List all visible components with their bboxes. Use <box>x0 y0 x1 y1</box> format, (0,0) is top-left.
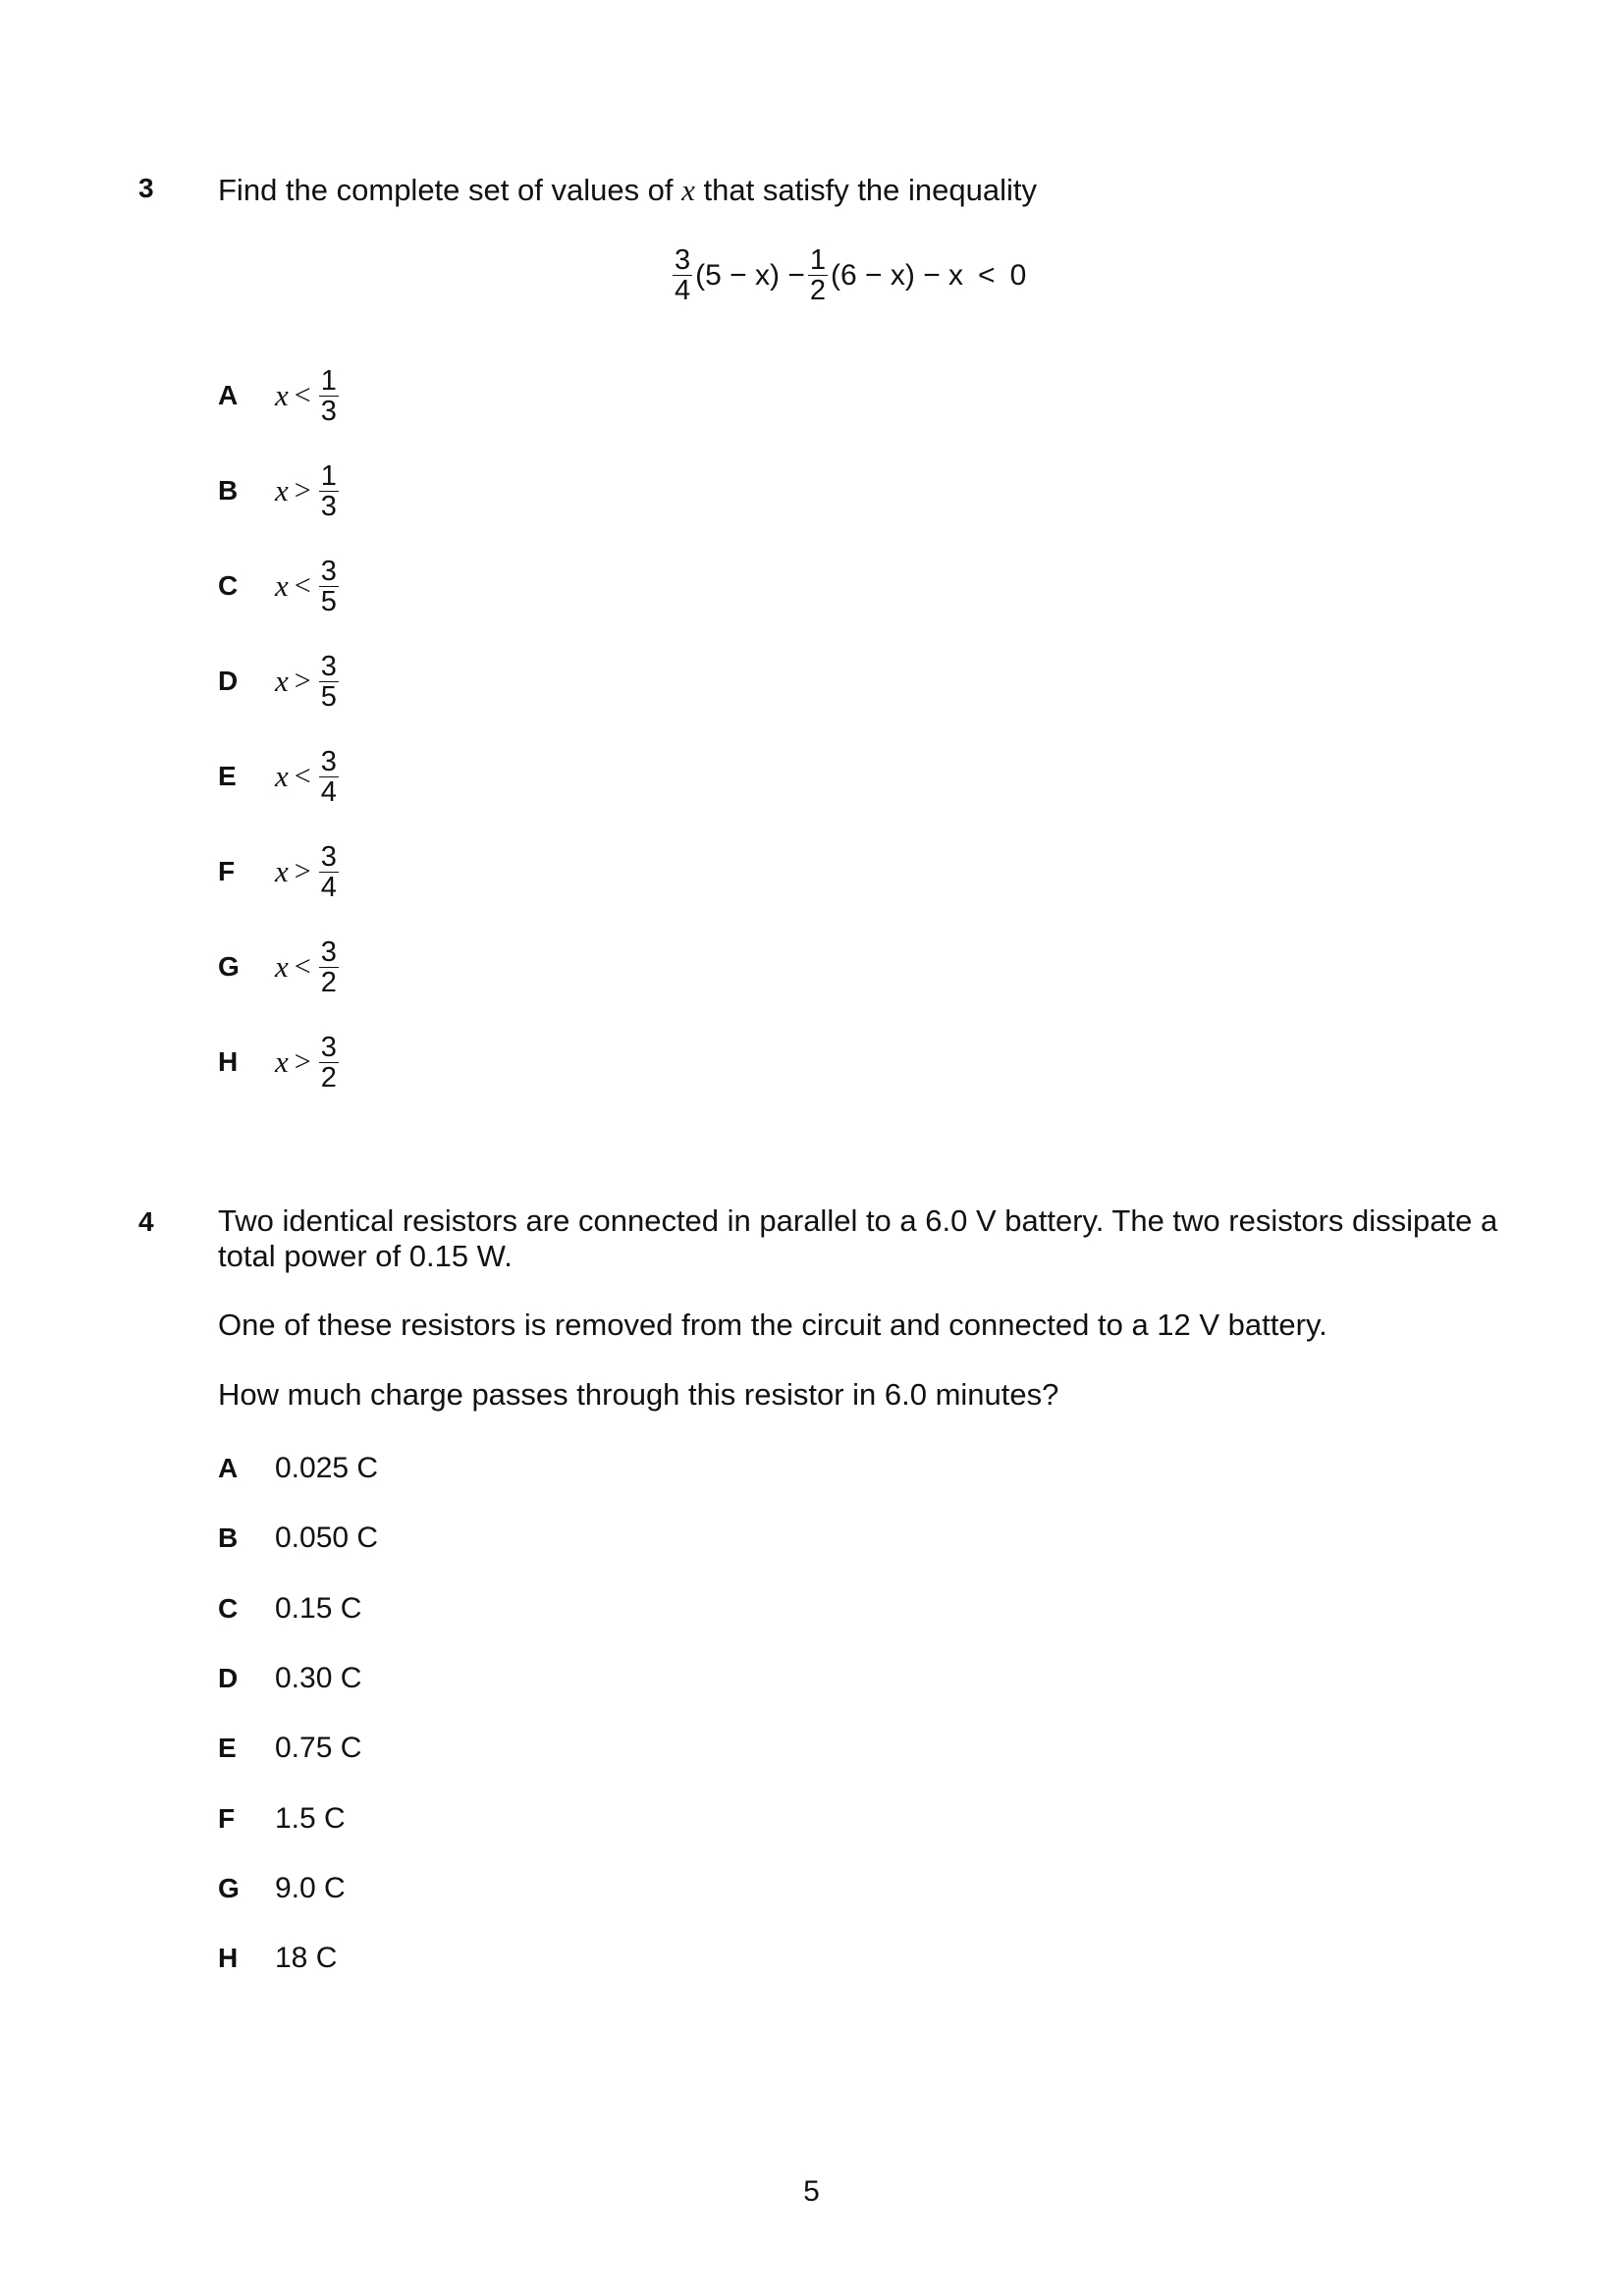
fraction-denominator: 2 <box>320 966 337 998</box>
equation-rhs: 0 <box>1009 258 1027 292</box>
fraction-numerator: 3 <box>320 1031 337 1063</box>
option-letter: C <box>218 570 239 601</box>
question-4-number: 4 <box>138 1206 154 1237</box>
option-relation: > <box>294 855 311 887</box>
question-3-text-start: Find the complete set of values of <box>218 173 682 207</box>
option-value: 0.050 C <box>275 1522 379 1554</box>
fraction-numerator: 3 <box>675 244 691 276</box>
option-letter: A <box>218 380 239 410</box>
fraction-denominator: 2 <box>320 1061 337 1094</box>
answer-option-h <box>218 1942 337 1975</box>
question-3-number: 3 <box>138 173 154 203</box>
option-letter: C <box>218 1593 239 1624</box>
fraction-denominator: 4 <box>320 775 337 808</box>
fraction-numerator: 3 <box>320 745 337 777</box>
fraction-denominator: 2 <box>809 275 826 306</box>
option-fraction <box>319 461 339 521</box>
answer-option-e <box>218 737 341 816</box>
answer-option-c <box>218 547 341 625</box>
option-value: 0.025 C <box>275 1452 379 1484</box>
question-4-paragraph-3: How much charge passes through this resistor in 6.0 minutes? <box>218 1377 1059 1412</box>
option-value: 9.0 C <box>275 1872 346 1904</box>
option-relation: > <box>294 1045 311 1078</box>
answer-option-e <box>218 1732 361 1765</box>
fraction-denominator: 5 <box>320 585 337 617</box>
fraction-denominator: 5 <box>320 680 337 713</box>
fraction-numerator: 3 <box>320 935 337 968</box>
option-relation: > <box>294 474 311 507</box>
option-expression <box>275 842 341 902</box>
option-fraction <box>319 747 339 807</box>
inequality-equation <box>671 245 1027 305</box>
option-fraction <box>319 557 339 616</box>
option-fraction <box>319 1033 339 1093</box>
answer-option-a <box>218 356 341 435</box>
option-letter: B <box>218 1522 239 1553</box>
fraction-three-quarters <box>673 245 692 305</box>
answer-option-a <box>218 1452 378 1485</box>
page-number: 5 <box>803 2175 820 2208</box>
option-variable: x <box>275 664 289 698</box>
question-4-paragraph-1: Two identical resistors are connected in parallel to a 6.0 V battery. The two resistors dissipate a total power of 0.15 W. <box>218 1203 1498 1273</box>
option-expression <box>275 557 341 616</box>
option-letter: D <box>218 1663 239 1693</box>
option-letter: D <box>218 666 239 696</box>
option-variable: x <box>275 949 289 984</box>
question-3-text-end: that satisfy the inequality <box>694 173 1038 207</box>
option-value: 0.30 C <box>275 1662 362 1694</box>
option-expression <box>275 461 341 521</box>
fraction-numerator: 3 <box>320 650 337 682</box>
equation-relation: < <box>978 258 996 292</box>
option-expression <box>275 937 341 997</box>
answer-option-b <box>218 452 341 530</box>
option-fraction <box>319 842 339 902</box>
option-letter: H <box>218 1046 239 1077</box>
question-4-paragraph-2: One of these resistors is removed from the circuit and connected to a 12 V battery. <box>218 1308 1327 1342</box>
option-letter: B <box>218 475 239 506</box>
option-fraction <box>319 652 339 712</box>
answer-option-h <box>218 1023 341 1101</box>
option-expression <box>275 652 341 712</box>
answer-option-f <box>218 832 341 911</box>
fraction-denominator: 4 <box>320 871 337 903</box>
option-expression <box>275 366 341 426</box>
option-letter: G <box>218 1873 240 1903</box>
option-variable: x <box>275 1044 289 1079</box>
option-expression <box>275 747 341 807</box>
fraction-denominator: 3 <box>320 395 337 427</box>
option-letter: H <box>218 1943 239 1973</box>
option-variable: x <box>275 854 289 888</box>
option-letter: F <box>218 1803 236 1834</box>
option-value: 0.15 C <box>275 1592 362 1625</box>
equation-term-1: (5 − x) − <box>695 258 805 292</box>
option-value: 1.5 C <box>275 1802 346 1835</box>
fraction-numerator: 1 <box>320 364 337 397</box>
question-3-variable: x <box>681 173 695 207</box>
answer-option-b <box>218 1522 378 1555</box>
option-letter: A <box>218 1453 239 1483</box>
answer-option-g <box>218 928 341 1006</box>
answer-option-c <box>218 1592 361 1626</box>
option-fraction <box>319 937 339 997</box>
answer-option-g <box>218 1872 346 1905</box>
answer-option-f <box>218 1802 346 1836</box>
question-3-text <box>218 173 1037 208</box>
option-value: 0.75 C <box>275 1732 362 1764</box>
equation-term-2: (6 − x) − x <box>831 258 964 292</box>
option-letter: G <box>218 951 240 982</box>
option-letter: F <box>218 856 236 886</box>
option-relation: < <box>294 379 311 411</box>
answer-option-d <box>218 1662 361 1695</box>
fraction-one-half <box>808 245 828 305</box>
option-expression <box>275 1033 341 1093</box>
fraction-numerator: 3 <box>320 555 337 587</box>
fraction-numerator: 3 <box>320 840 337 873</box>
fraction-denominator: 3 <box>320 490 337 522</box>
option-relation: < <box>294 950 311 983</box>
option-letter: E <box>218 1733 237 1763</box>
option-variable: x <box>275 568 289 603</box>
fraction-denominator: 4 <box>675 275 691 306</box>
option-variable: x <box>275 473 289 507</box>
option-fraction <box>319 366 339 426</box>
option-relation: < <box>294 569 311 602</box>
option-value: 18 C <box>275 1942 338 1974</box>
option-variable: x <box>275 759 289 793</box>
option-letter: E <box>218 761 237 791</box>
fraction-numerator: 1 <box>809 244 826 276</box>
option-relation: < <box>294 760 311 792</box>
option-relation: > <box>294 665 311 697</box>
fraction-numerator: 1 <box>320 459 337 492</box>
option-variable: x <box>275 378 289 412</box>
answer-option-d <box>218 642 341 721</box>
